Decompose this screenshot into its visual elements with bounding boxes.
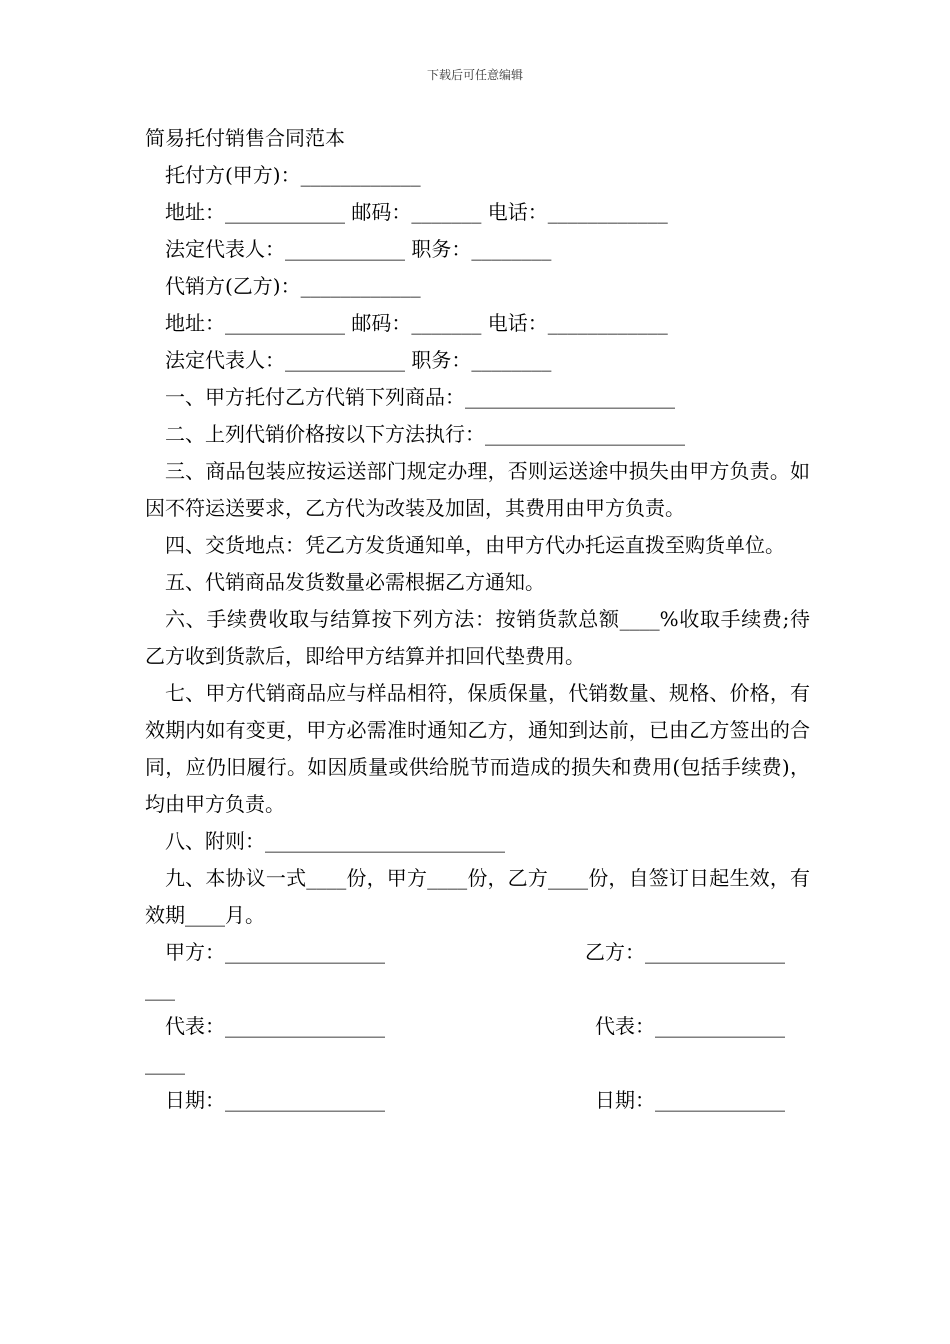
clause-6: 六、手续费收取与结算按下列方法：按销货款总额____%收取手续费;待乙方收到货款后，即给甲方结算并扣回代垫费用。 [145, 607, 810, 668]
signature-row-party [145, 934, 810, 971]
representative-b-signature-overflow: ____ [145, 1051, 185, 1075]
consignee-address-line: 地址：____________ 邮码：_______ 电话：____________ [165, 311, 668, 335]
contract-body [145, 120, 810, 1119]
party-b-signature: 乙方：______________ [585, 940, 785, 964]
representative-a-signature: 代表：________________ [165, 1014, 385, 1038]
signature-row-date [145, 1082, 810, 1119]
clause-9: 九、本协议一式____份，甲方____份，乙方____份，自签订日起生效，有效期____月。 [145, 866, 810, 927]
clause-8: 八、附则：________________________ [165, 829, 505, 853]
representative-b-signature: 代表：_____________ [595, 1014, 785, 1038]
clause-7: 七、甲方代销商品应与样品相符，保质保量，代销数量、规格、价格，有效期内如有变更，甲方必需准时通知乙方，通知到达前，已由乙方签出的合同，应仍旧履行。如因质量或供给脱节而造成的损失和费用(包括手续费)，均由甲方负责。 [145, 681, 810, 816]
clause-5: 五、代销商品发货数量必需根据乙方通知。 [165, 570, 545, 594]
clause-1: 一、甲方托付乙方代销下列商品：_____________________ [165, 385, 675, 409]
page-header-note: 下载后可任意编辑 [426, 68, 523, 82]
date-b-signature: 日期：_____________ [595, 1088, 785, 1112]
signature-row-representative [145, 1008, 810, 1045]
date-a-signature: 日期：________________ [165, 1088, 385, 1112]
consignor-address-line: 地址：____________ 邮码：_______ 电话：____________ [165, 200, 668, 224]
consignor-line: 托付方(甲方)：____________ [165, 163, 421, 187]
consignee-representative-line: 法定代表人：____________ 职务：________ [165, 348, 552, 372]
clause-3: 三、商品包装应按运送部门规定办理，否则运送途中损失由甲方负责。如因不符运送要求，乙方代为改装及加固，其费用由甲方负责。 [145, 459, 810, 520]
clause-4: 四、交货地点：凭乙方发货通知单，由甲方代办托运直拨至购货单位。 [165, 533, 785, 557]
consignee-line: 代销方(乙方)：____________ [165, 274, 421, 298]
party-a-signature: 甲方：________________ [165, 940, 385, 964]
consignor-representative-line: 法定代表人：____________ 职务：________ [165, 237, 552, 261]
clause-2: 二、上列代销价格按以下方法执行：____________________ [165, 422, 685, 446]
contract-title: 简易托付销售合同范本 [145, 126, 345, 150]
party-b-signature-overflow: ___ [145, 977, 175, 1001]
